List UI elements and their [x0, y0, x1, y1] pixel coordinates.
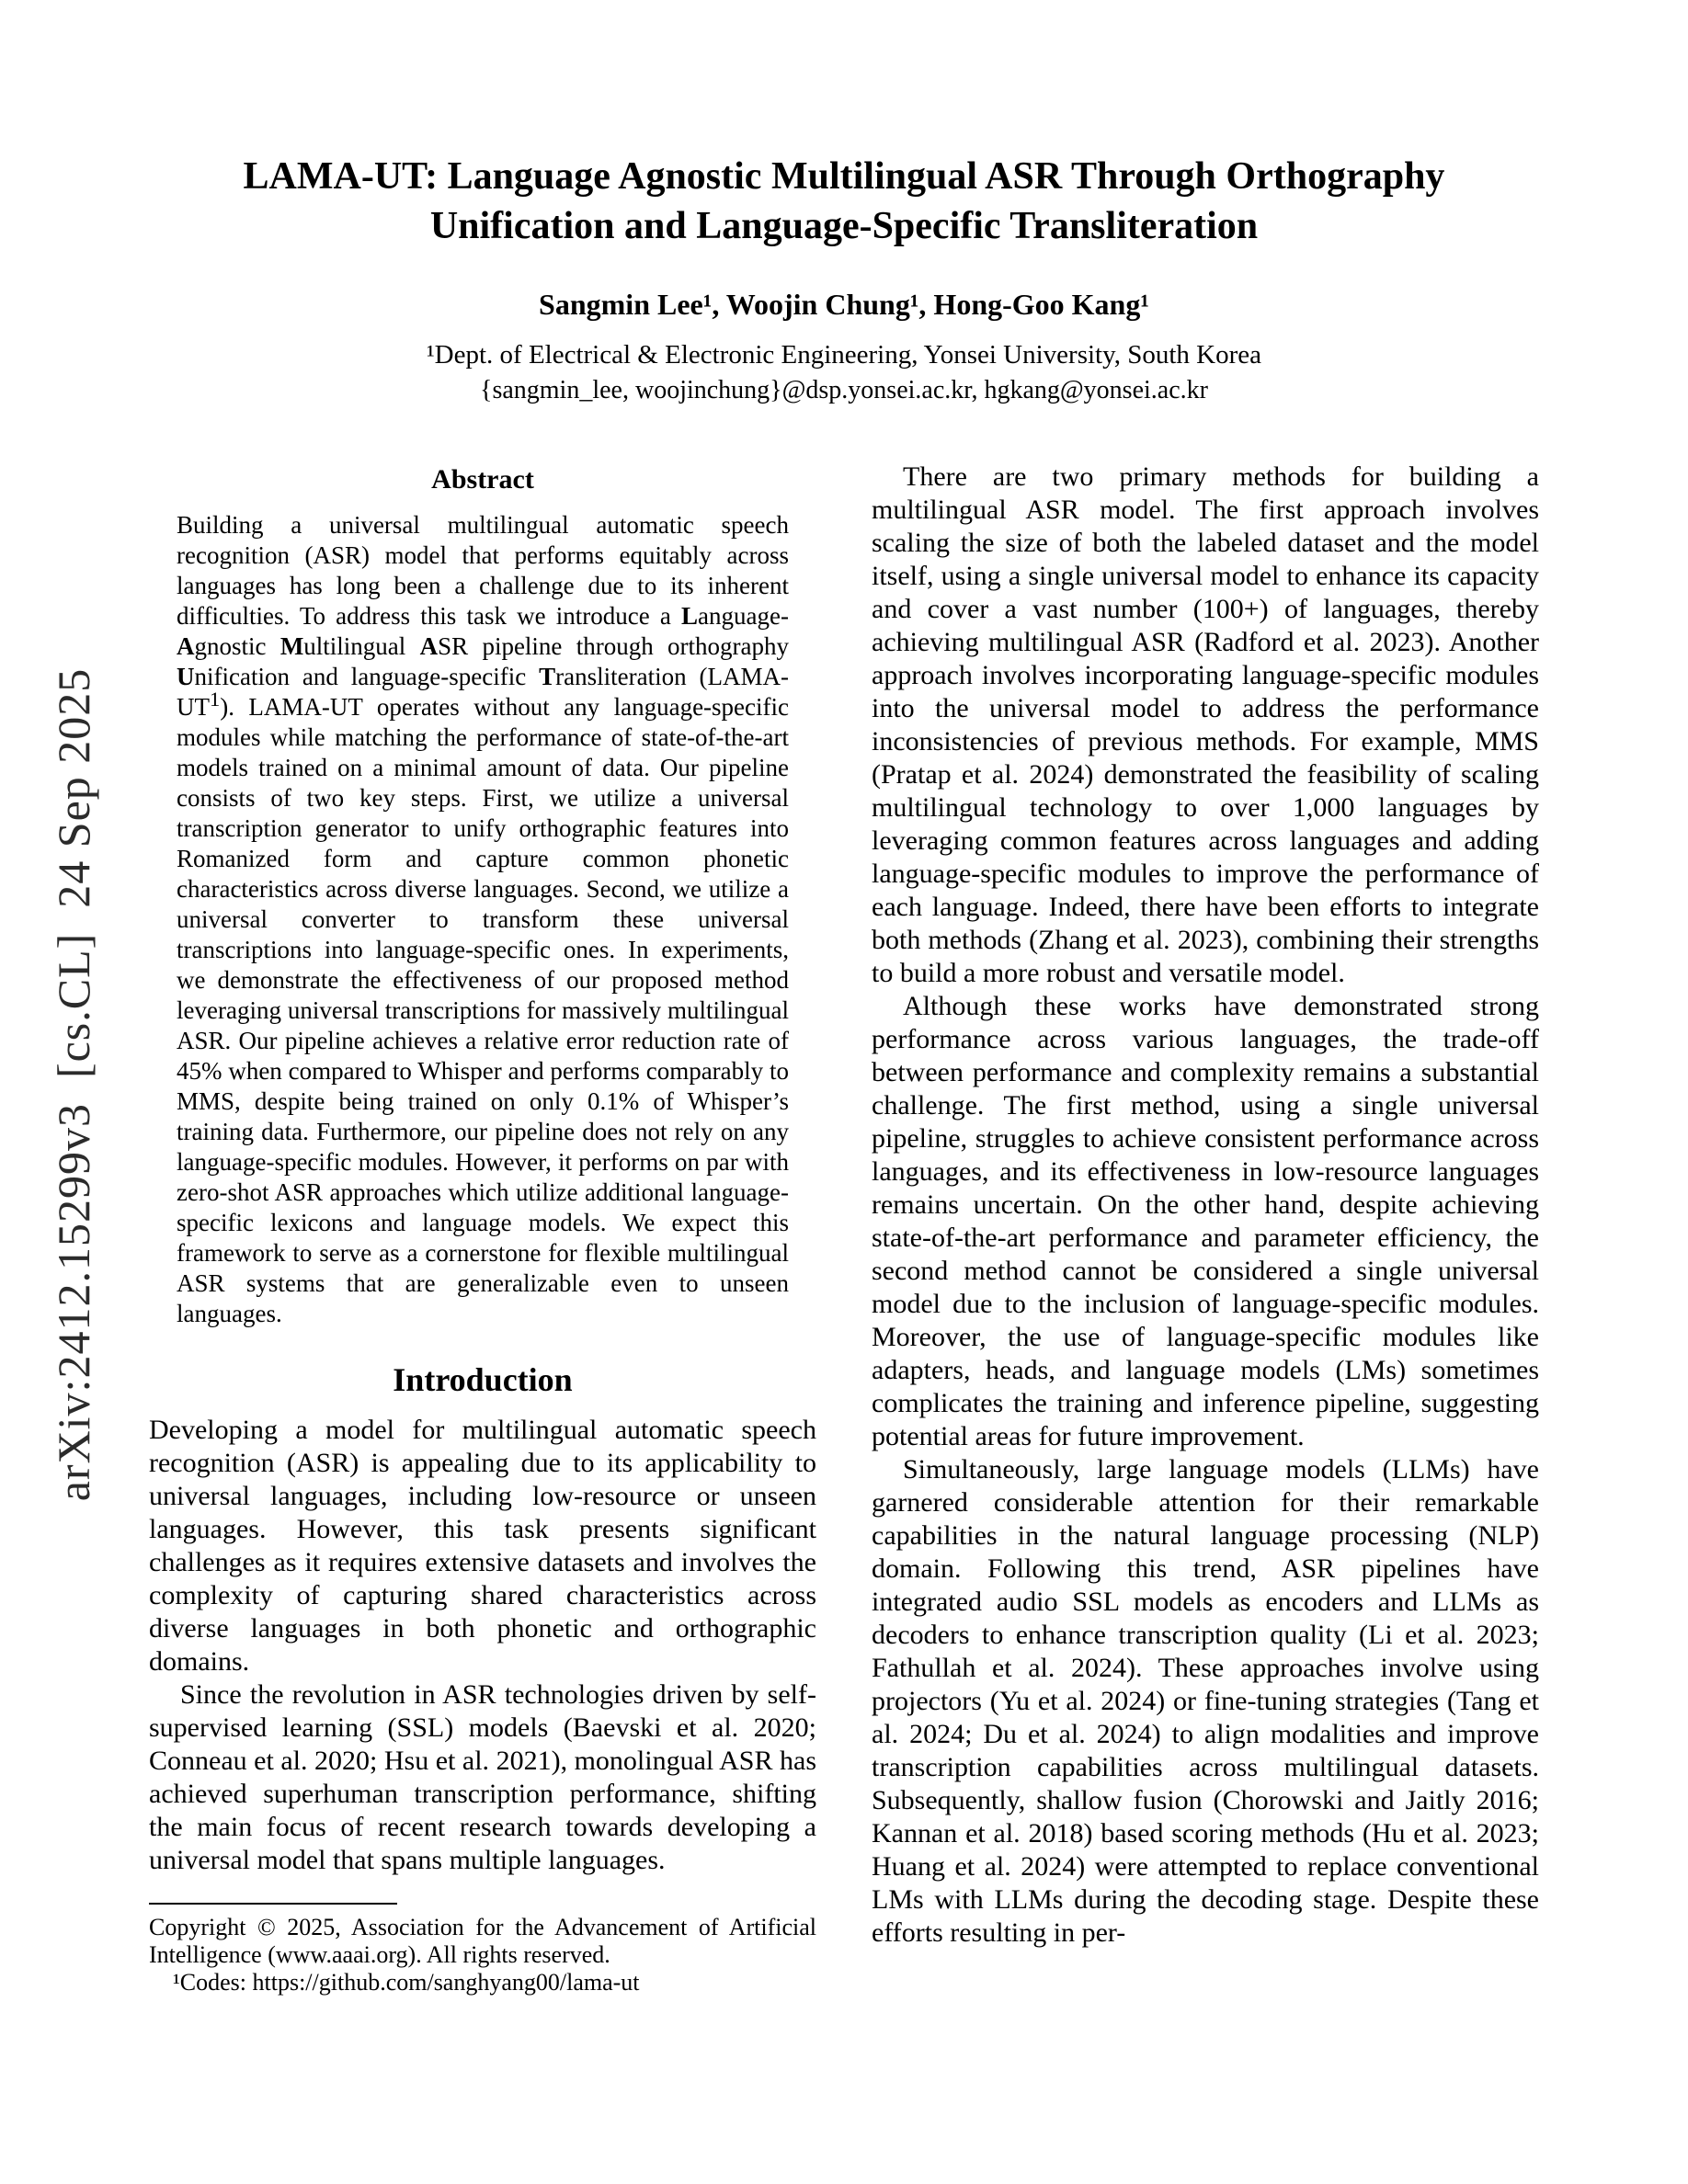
intro-paragraph-1: Developing a model for multilingual automatic speech recognition (ASR) is appealing due to its applicability to universal languages, including low-resource or unseen languages. However, this task presents significant challenges as it requires extensive datasets and involves the complexity of capturing shared characteristics across diverse languages in both phonetic and orthographic domains. [149, 1415, 816, 1677]
arxiv-watermark: arXiv:2412.15299v3 [cs.CL] 24 Sep 2025 [48, 667, 99, 1502]
left-column [149, 461, 816, 1996]
author-list: Sangmin Lee¹, Woojin Chung¹, Hong-Goo Kang¹ [539, 288, 1149, 321]
body-paragraph-1: There are two primary methods for building a multilingual ASR model. The first approach involves scaling the size of both the labeled dataset and the model itself, using a single universal model to enhance its capacity and cover a vast number (100+) of languages, thereby achieving multilingual ASR (Radford et al. 2023). Another approach involves incorporating language-specific modules into the universal model to address the performance inconsistencies of previous methods. For example, MMS (Pratap et al. 2024) demonstrated the feasibility of scaling multilingual technology to over 1,000 languages by leveraging common features across languages and adding language-specific modules to improve the performance of each language. Indeed, there have been efforts to integrate both methods (Zhang et al. 2023), combining their strengths to build a more robust and versatile model. [872, 461, 1539, 988]
title-line-2: Unification and Language-Specific Transliteration [429, 205, 1259, 247]
abstract-text: Building a universal multilingual automatic speech recognition (ASR) model that performs equitably across languages has long been a challenge due to its inherent difficulties. To address this task we introduce a Language-Agnostic Multilingual ASR pipeline through orthography Unification and language-specific Transliteration $(LAMA-UT^1)$. LAMA-UT operates without any language-specific modules while matching the performance of state-of-the-art models trained on a minimal amount of data. Our pipeline consists of two key steps. First, we utilize a universal transcription generator to unify orthographic features into Romanized form and capture common phonetic characteristics across diverse languages. Second, we utilize a universal converter to transform these universal transcriptions into language-specific ones. In experiments, we demonstrate the effectiveness of our proposed method leveraging universal transcriptions for massively multilingual ASR. Our pipeline achieves a relative error reduction rate of 45% when compared to Whisper and performs comparably to MMS, despite being trained on only 0.1% of Whisper’s training data. Furthermore, our pipeline does not rely on any language-specific modules. However, it performs on par with zero-shot ASR approaches which utilize additional language-specific lexicons and language models. We expect this framework to serve as a cornerstone for flexible multilingual ASR systems that are generalizable even to unseen languages. [177, 511, 789, 1327]
intro-paragraph-2: Since the revolution in ASR technologies driven by self-supervised learning (SSL) models (Baevski et al. 2020; Conneau et al. 2020; Hsu et al. 2021), monolingual ASR has achieved superhuman transcription performance, shifting the main focus of recent research towards developing a universal model that spans multiple languages. [149, 1679, 816, 1875]
copyright-notice: Copyright © 2025, Association for the Advancement of Artificial Intelligence (www.aaai.org). All rights reserved. [149, 1914, 816, 1968]
footnote-rule [149, 1903, 397, 1905]
author-emails: {sangmin_lee, woojinchung}@dsp.yonsei.ac.kr, hgkang@yonsei.ac.kr [480, 376, 1208, 404]
title-line-1: LAMA-UT: Language Agnostic Multilingual ASR Through Orthography [243, 155, 1445, 198]
introduction-heading: Introduction [393, 1361, 573, 1398]
two-column-body [149, 461, 1539, 1996]
affiliation: ¹Dept. of Electrical & Electronic Engineering, Yonsei University, South Korea [426, 340, 1261, 370]
paper-header [0, 0, 1688, 405]
abstract-heading: Abstract [431, 464, 534, 495]
paper-title [0, 152, 1688, 251]
body-paragraph-3: Simultaneously, large language models (LLMs) have garnered considerable attention for their remarkable capabilities in the natural language processing (NLP) domain. Following this trend, ASR pipelines have integrated audio SSL models as encoders and LLMs as decoders to enhance transcription quality (Li et al. 2023; Fathullah et al. 2024). These approaches involve using projectors (Yu et al. 2024) or fine-tuning strategies (Tang et al. 2024; Du et al. 2024) to align modalities and improve transcription capabilities across multilingual datasets. Subsequently, shallow fusion (Chorowski and Jaitly 2016; Kannan et al. 2018) based scoring methods (Hu et al. 2023; Huang et al. 2024) were attempted to replace conventional LMs with LLMs during the decoding stage. Despite these efforts resulting in per- [872, 1454, 1539, 1948]
body-paragraph-2: Although these works have demonstrated strong performance across various languages, the trade-off between performance and complexity remains a substantial challenge. The first method, using a single universal pipeline, struggles to achieve consistent performance across languages, and its effectiveness in low-resource languages remains uncertain. On the other hand, despite achieving state-of-the-art performance and parameter efficiency, the second method cannot be considered a single universal model due to the inclusion of language-specific modules. Moreover, the use of language-specific modules like adapters, heads, and language models (LMs) sometimes complicates the training and inference pipeline, suggesting potential areas for future improvement. [872, 991, 1539, 1451]
right-column [872, 461, 1539, 1996]
codes-footnote: ¹Codes: https://github.com/sanghyang00/lama-ut [173, 1969, 640, 1996]
footnote-block [149, 1903, 816, 1996]
